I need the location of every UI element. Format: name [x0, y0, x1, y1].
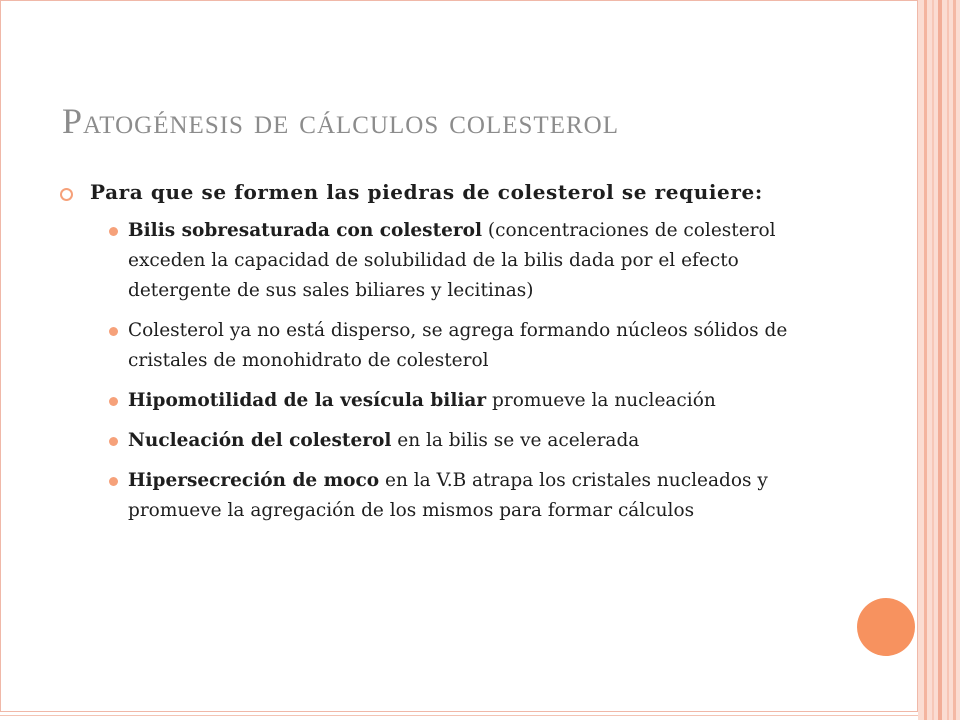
sub-bullet-bold: Hipomotilidad de la vesícula biliar	[128, 390, 487, 411]
main-bullet-text: Para que se formen las piedras de colesterol se requiere:	[90, 180, 763, 204]
sub-bullet-item	[90, 216, 828, 306]
decorative-stripes	[918, 0, 960, 720]
main-bullet-item	[60, 176, 830, 526]
dot-bullet-icon	[109, 437, 118, 446]
stripe	[938, 0, 942, 720]
sub-bullet-list	[90, 216, 830, 526]
dot-bullet-icon	[109, 227, 118, 236]
sub-bullet-text: promueve la nucleación	[486, 390, 716, 411]
sub-bullet-item	[90, 316, 828, 376]
stripe	[953, 0, 956, 720]
slide-content	[60, 176, 830, 536]
sub-bullet-item	[90, 426, 828, 456]
sub-bullet-text: Colesterol ya no está disperso, se agrega formando núcleos sólidos de cristales de monohidrato de colesterol	[128, 320, 788, 371]
slide-title: Patogénesis de cálculos colesterol	[62, 101, 619, 141]
stripe	[924, 0, 927, 720]
sub-bullet-text: (concentraciones de colesterol exceden la capacidad de solubilidad de la bilis dada por el efecto detergente de sus sales biliares y lecitinas)	[128, 220, 776, 301]
sub-bullet-bold: Hipersecreción de moco	[128, 470, 380, 491]
dot-bullet-icon	[109, 397, 118, 406]
sub-bullet-text: en la V.B atrapa los cristales nucleados y promueve la agregación de los mismos para formar cálculos	[128, 470, 768, 521]
sub-bullet-item	[90, 386, 828, 416]
dot-bullet-icon	[109, 477, 118, 486]
sub-bullet-bold: Nucleación del colesterol	[128, 430, 392, 451]
ring-bullet-icon	[60, 188, 73, 201]
stripe	[947, 0, 949, 720]
sub-bullet-text: en la bilis se ve acelerada	[391, 430, 640, 451]
sub-bullet-bold: Bilis sobresaturada con colesterol	[128, 220, 483, 241]
dot-bullet-icon	[109, 327, 118, 336]
sub-bullet-item	[90, 466, 828, 526]
accent-circle	[857, 598, 915, 656]
stripe	[932, 0, 934, 720]
